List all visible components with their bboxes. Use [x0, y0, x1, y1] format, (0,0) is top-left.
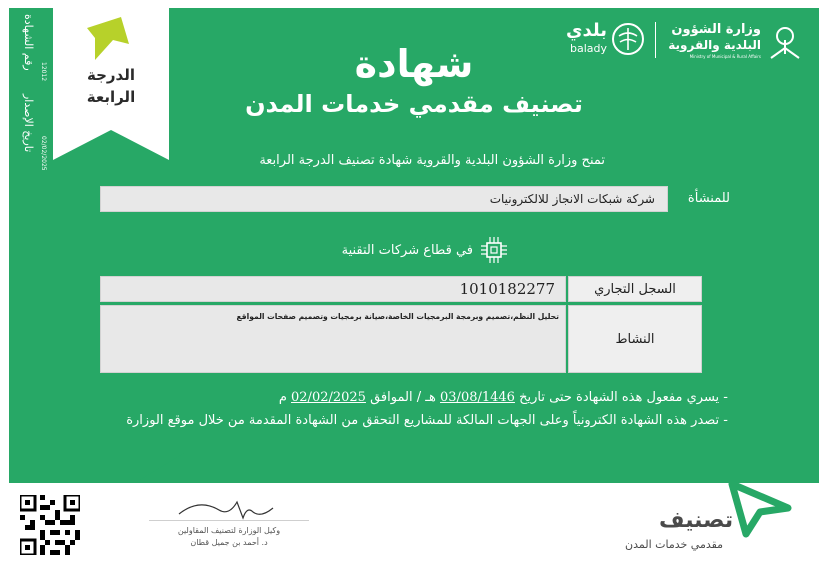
- issue-date-value: 02/02/2025: [40, 136, 47, 171]
- qr-code-icon: [20, 495, 80, 555]
- qr-code: [20, 495, 80, 555]
- validity-hijri-suffix: هـ / الموافق: [370, 390, 436, 405]
- ministry-name-ar-1: وزارة الشؤون: [671, 22, 761, 37]
- signature-line: [149, 520, 309, 521]
- ministry-name-ar-2: البلدية والقروية: [668, 38, 761, 52]
- issue-date-label: تاريخ الإصدار: [22, 94, 35, 153]
- cert-number-value: 12012: [40, 62, 47, 82]
- tasneef-logo: [609, 478, 809, 558]
- cert-number-label: رقم الشهادة: [22, 14, 35, 71]
- establishment-value: شركة شبكات الانجاز للالكترونيات: [489, 192, 655, 206]
- certificate-body: [9, 8, 819, 561]
- validity-greg-date: 02/02/2025: [291, 390, 366, 405]
- commercial-register-value: 1010182277: [459, 280, 555, 298]
- activity-label: النشاط: [568, 305, 702, 373]
- signature-image: [149, 496, 309, 522]
- signature-name: د. أحمد بن جميل قطان: [190, 538, 268, 547]
- badge-line-2: الرابعة: [86, 88, 136, 106]
- balady-name-en: balady: [569, 42, 607, 55]
- signature-block: [149, 496, 309, 556]
- intro-text: تمنح وزارة الشؤون البلدية والقروية شهادة تصنيف الدرجة الرابعة: [259, 153, 605, 168]
- tasneef-logo-sub: مقدمي خدمات المدن: [625, 538, 724, 551]
- validity-prefix: - يسري مفعول هذه الشهادة حتى تاريخ: [519, 390, 728, 405]
- page-subtitle: تصنيف مقدمي خدمات المدن: [245, 90, 583, 118]
- grade-badge: [53, 8, 169, 168]
- commercial-register-field: [100, 276, 566, 302]
- activity-field: [100, 305, 566, 373]
- validity-hijri-date: 03/08/1446: [440, 390, 515, 405]
- tasneef-logo-main: تصنيف: [659, 508, 734, 533]
- sector-row: [342, 234, 509, 266]
- validity-note: [279, 390, 728, 405]
- chip-icon: [479, 235, 509, 265]
- issued-note: - تصدر هذه الشهادة الكترونياً وعلى الجهات المالكة للمشاريع التحقق من الشهادة المقدمة من خلال موقع الوزارة: [126, 413, 728, 428]
- signature-title: وكيل الوزارة لتصنيف المقاولين: [177, 526, 281, 535]
- establishment-label: للمنشأة: [687, 191, 730, 206]
- tasneef-arrow-icon: [724, 478, 794, 538]
- balady-name-ar: بلدي: [565, 20, 607, 41]
- establishment-field: [100, 186, 668, 212]
- badge-line-1: الدرجة: [87, 66, 135, 84]
- validity-greg-suffix: م: [278, 390, 287, 405]
- commercial-register-label: السجل التجاري: [568, 276, 702, 302]
- ministry-name-en: Ministry of Municipal & Rural Affairs: [689, 54, 761, 59]
- page-title: شهادة: [354, 42, 474, 86]
- sector-text: في قطاع شركات التقنية: [341, 242, 473, 258]
- activity-value: تحليل النظم،تصميم وبرمجة البرمجيات الخاصة،صيانة برمجيات وتصميم صفحات المواقع: [236, 312, 559, 321]
